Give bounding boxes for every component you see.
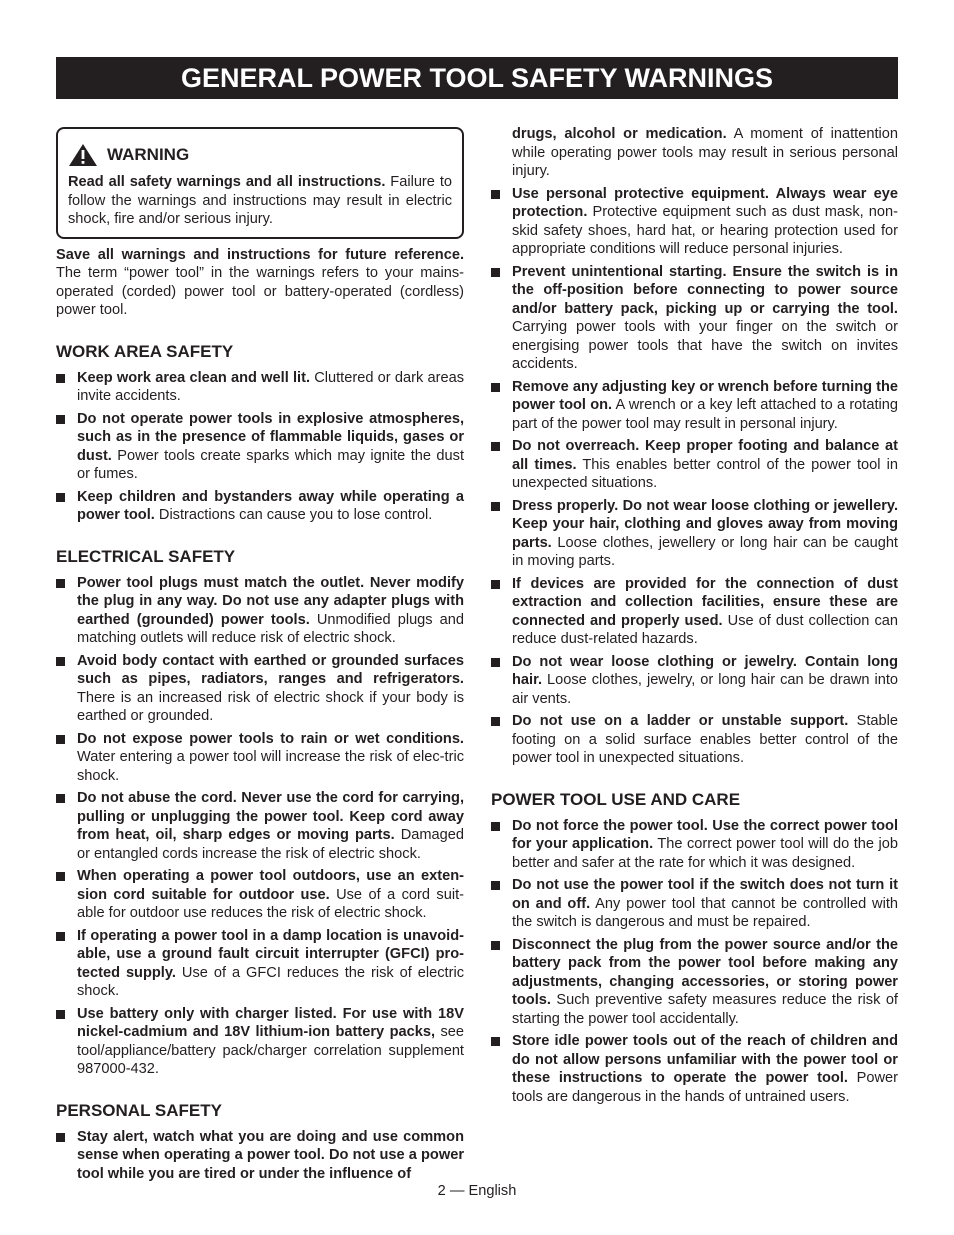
bullet-icon	[491, 658, 500, 667]
warning-header	[68, 143, 452, 167]
list-item: Do not use on a ladder or unstable support. Stable footing on a solid surface enables better control of the power tool in unexpected situations.	[491, 712, 898, 768]
left-column	[56, 127, 464, 1187]
list-item: Do not use the power tool if the switch does not turn it on and off. Any power tool that cannot be controlled with the switch is dangerous and must be repaired.	[491, 876, 898, 932]
list-item: Remove any adjusting key or wrench before turning the power tool on. A wrench or a key left attached to a rotating part of the power tool may result in personal injury.	[491, 378, 898, 434]
bullet-icon	[56, 1133, 65, 1142]
bullet-icon	[56, 374, 65, 383]
intro-paragraph: Save all warnings and instructions for future reference. The term “power tool” in the warnings refers to your mains-operated (corded) power tool or battery-operated (cordless) power tool.	[56, 246, 464, 318]
warning-triangle-icon	[68, 143, 98, 167]
list-item: Do not wear loose clothing or jewelry. Contain long hair. Loose clothes, jewelry, or long hair can be drawn into air vents.	[491, 653, 898, 709]
work-area-list	[56, 369, 464, 525]
list-item: Keep children and bystanders away while operating a power tool. Distractions can cause you to lose control.	[56, 488, 464, 525]
bullet-icon	[491, 502, 500, 511]
use-care-list	[491, 817, 898, 1107]
warning-text: Read all safety warnings and all instructions. Failure to follow the warnings and instructions may result in electric shock, fire and/or serious injury.	[68, 174, 452, 227]
list-item: Stay alert, watch what you are doing and use common sense when operating a power tool. Do not use a power tool while you are tired or under the influence of	[56, 1128, 464, 1184]
list-item: Use battery only with charger listed. For use with 18V nickel-cadmium and 18V lithium-ion battery packs, see tool/appliance/battery pack/charger correlation supplement 987000-432.	[56, 1005, 464, 1079]
continued-text: drugs, alcohol or medication. A moment of inattention while operating power tools may result in serious personal injury.	[512, 126, 898, 179]
electrical-heading: ELECTRICAL SAFETY	[56, 546, 236, 566]
bullet-icon	[491, 1037, 500, 1046]
bullet-icon	[491, 881, 500, 890]
bullet-icon	[56, 794, 65, 803]
list-item: Prevent unintentional starting. Ensure the switch is in the off-position before connecting to power source and/or battery pack, picking up or carrying the tool. Carrying power tools with your finger on the switch or energising power tools that have the switch on invites accidents.	[491, 263, 898, 374]
bullet-icon	[56, 872, 65, 881]
list-item: Do not abuse the cord. Never use the cord for carrying, pulling or unplugging the power tool. Keep cord away from heat, oil, sharp edges or moving parts. Damaged or entangled cords increase the risk of electric shock.	[56, 789, 464, 863]
electrical-list	[56, 574, 464, 1079]
right-column	[491, 125, 898, 1110]
list-item: Do not expose power tools to rain or wet conditions. Water entering a power tool will increase the risk of elec-tric shock.	[56, 730, 464, 786]
bullet-icon	[491, 822, 500, 831]
bullet-icon	[491, 941, 500, 950]
list-item: Use personal protective equipment. Always wear eye protection. Protective equipment such as dust mask, non-skid safety shoes, hard hat, or hearing protection used for appropriate conditions will reduce personal injuries.	[491, 185, 898, 259]
list-item: Store idle power tools out of the reach of children and do not allow persons unfamiliar with the power tool or these instructions to operate the power tool. Power tools are dangerous in the hands of untrained users.	[491, 1032, 898, 1106]
warning-heading: WARNING	[107, 145, 190, 164]
list-item: When operating a power tool outdoors, use an exten-sion cord suitable for outdoor use. Use of a cord suit-able for outdoor use reduces the risk of electric shock.	[56, 867, 464, 923]
list-item: If devices are provided for the connection of dust extraction and collection facilities, ensure these are connected and properly used. Use of dust collection can reduce dust-related hazards.	[491, 575, 898, 649]
bullet-icon	[491, 190, 500, 199]
bullet-icon	[56, 579, 65, 588]
bullet-icon	[491, 717, 500, 726]
bullet-icon	[56, 735, 65, 744]
bullet-icon	[56, 1010, 65, 1019]
bullet-icon	[56, 657, 65, 666]
personal-list-continued	[491, 185, 898, 768]
list-item: Keep work area clean and well lit. Cluttered or dark areas invite accidents.	[56, 369, 464, 406]
personal-heading: PERSONAL SAFETY	[56, 1100, 222, 1120]
list-item: Disconnect the plug from the power source and/or the battery pack from the power tool before making any adjustments, changing accessories, or storing power tools. Such preventive safety measures reduce the risk of starting the power tool accidentally.	[491, 936, 898, 1029]
page-footer: 2 — English	[437, 1183, 517, 1199]
use-care-heading: POWER TOOL USE AND CARE	[491, 789, 741, 809]
list-item: Do not force the power tool. Use the correct power tool for your application. The correct power tool will do the job better and safer at the rate for which it was designed.	[491, 817, 898, 873]
bullet-icon	[491, 268, 500, 277]
bullet-icon	[491, 383, 500, 392]
page-title: GENERAL POWER TOOL SAFETY WARNINGS	[56, 57, 898, 99]
bullet-icon	[491, 580, 500, 589]
list-item: Avoid body contact with earthed or grounded surfaces such as pipes, radiators, ranges and refrigerators. There is an increased risk of electric shock if your body is earthed or grounded.	[56, 652, 464, 726]
warning-box	[56, 127, 464, 239]
list-item: Power tool plugs must match the outlet. Never modify the plug in any way. Do not use any adapter plugs with earthed (grounded) power tools. Unmodified plugs and matching outlets will reduce risk of electric shock.	[56, 574, 464, 648]
bullet-icon	[56, 415, 65, 424]
work-area-heading: WORK AREA SAFETY	[56, 341, 234, 361]
list-item: Dress properly. Do not wear loose clothing or jewellery. Keep your hair, clothing and gloves away from moving parts. Loose clothes, jewellery or long hair can be caught in moving parts.	[491, 497, 898, 571]
bullet-icon	[56, 932, 65, 941]
list-item: Do not operate power tools in explosive atmospheres, such as in the presence of flammable liquids, gases or dust. Power tools create sparks which may ignite the dust or fumes.	[56, 410, 464, 484]
bullet-icon	[56, 493, 65, 502]
list-item: Do not overreach. Keep proper footing and balance at all times. This enables better control of the power tool in unexpected situations.	[491, 437, 898, 493]
list-item: If operating a power tool in a damp location is unavoid-able, use a ground fault circuit interrupter (GFCI) pro-tected supply. Use of a GFCI reduces the risk of electric shock.	[56, 927, 464, 1001]
personal-list	[56, 1128, 464, 1184]
bullet-icon	[491, 442, 500, 451]
